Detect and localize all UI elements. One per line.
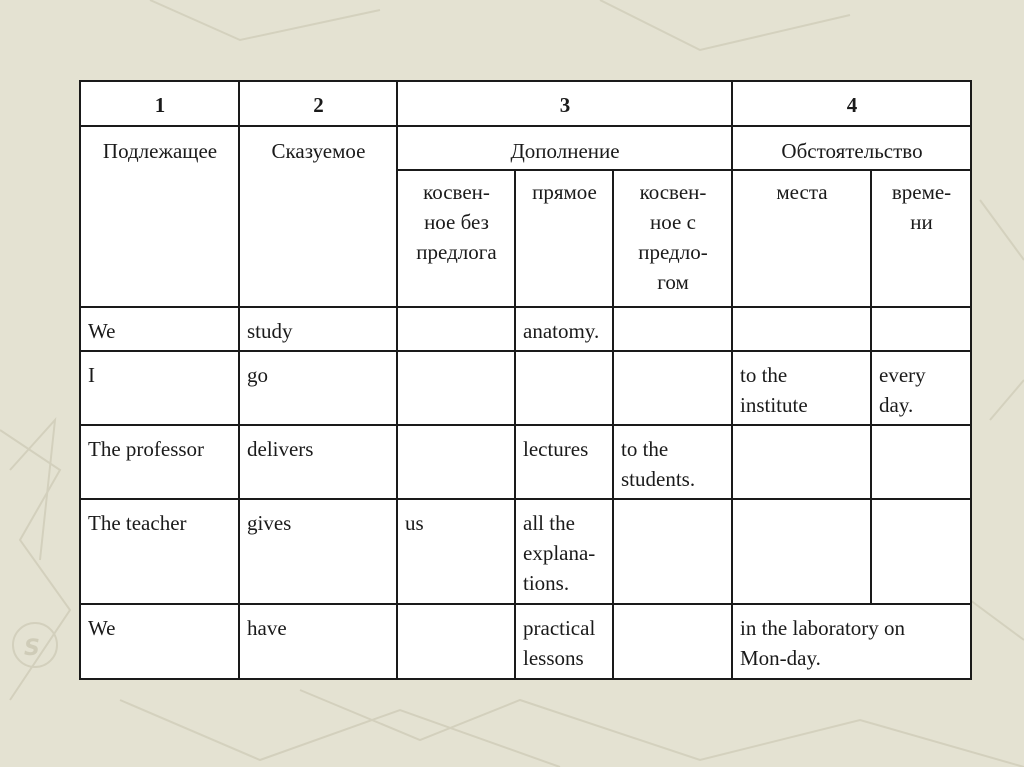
svg-text:S: S — [24, 636, 40, 661]
cell-direct: practical lessons — [515, 604, 613, 679]
subheader-time: време- ни — [871, 170, 971, 307]
column-number-1: 1 — [80, 81, 239, 126]
cell-time: every day. — [871, 351, 971, 425]
subheader-indirect-no-prep: косвен- ное без предлога — [397, 170, 515, 307]
table-row — [80, 351, 971, 425]
subheader-place: места — [732, 170, 871, 307]
cell-predicate: have — [239, 604, 397, 679]
header-object: Дополнение — [397, 126, 732, 170]
cell-subject: We — [80, 307, 239, 351]
cell-subject: The teacher — [80, 499, 239, 604]
sentence-parts-table — [79, 80, 972, 680]
column-number-2: 2 — [239, 81, 397, 126]
cell-subject: We — [80, 604, 239, 679]
cell-time — [871, 499, 971, 604]
cell-predicate: go — [239, 351, 397, 425]
cell-indirect-with-prep — [613, 351, 732, 425]
number-row — [80, 81, 971, 126]
header-predicate: Сказуемое — [239, 126, 397, 307]
cell-predicate: delivers — [239, 425, 397, 499]
table-row — [80, 604, 971, 679]
cell-indirect-no-prep — [397, 307, 515, 351]
header-adverbial: Обстоятельство — [732, 126, 971, 170]
cell-time — [871, 425, 971, 499]
cell-subject: The professor — [80, 425, 239, 499]
table-row — [80, 307, 971, 351]
cell-indirect-no-prep — [397, 425, 515, 499]
cell-place — [732, 307, 871, 351]
cell-indirect-no-prep — [397, 351, 515, 425]
column-number-3: 3 — [397, 81, 732, 126]
table-row — [80, 425, 971, 499]
cell-indirect-with-prep — [613, 604, 732, 679]
header-row — [80, 126, 971, 170]
cell-place-time-merged: in the laboratory on Mon-day. — [732, 604, 971, 679]
cell-time — [871, 307, 971, 351]
column-number-4: 4 — [732, 81, 971, 126]
cell-predicate: gives — [239, 499, 397, 604]
cell-indirect-no-prep: us — [397, 499, 515, 604]
cell-indirect-no-prep — [397, 604, 515, 679]
header-subject: Подлежащее — [80, 126, 239, 307]
cell-indirect-with-prep: to the students. — [613, 425, 732, 499]
cell-direct: anatomy. — [515, 307, 613, 351]
table-row — [80, 499, 971, 604]
cell-direct: lectures — [515, 425, 613, 499]
cell-indirect-with-prep — [613, 499, 732, 604]
cell-subject: I — [80, 351, 239, 425]
cell-direct: all the explana- tions. — [515, 499, 613, 604]
cell-direct — [515, 351, 613, 425]
subheader-indirect-with-prep: косвен- ное с предло- гом — [613, 170, 732, 307]
cell-place: to the institute — [732, 351, 871, 425]
cell-place — [732, 499, 871, 604]
cell-place — [732, 425, 871, 499]
cell-predicate: study — [239, 307, 397, 351]
cell-indirect-with-prep — [613, 307, 732, 351]
subheader-direct: прямое — [515, 170, 613, 307]
